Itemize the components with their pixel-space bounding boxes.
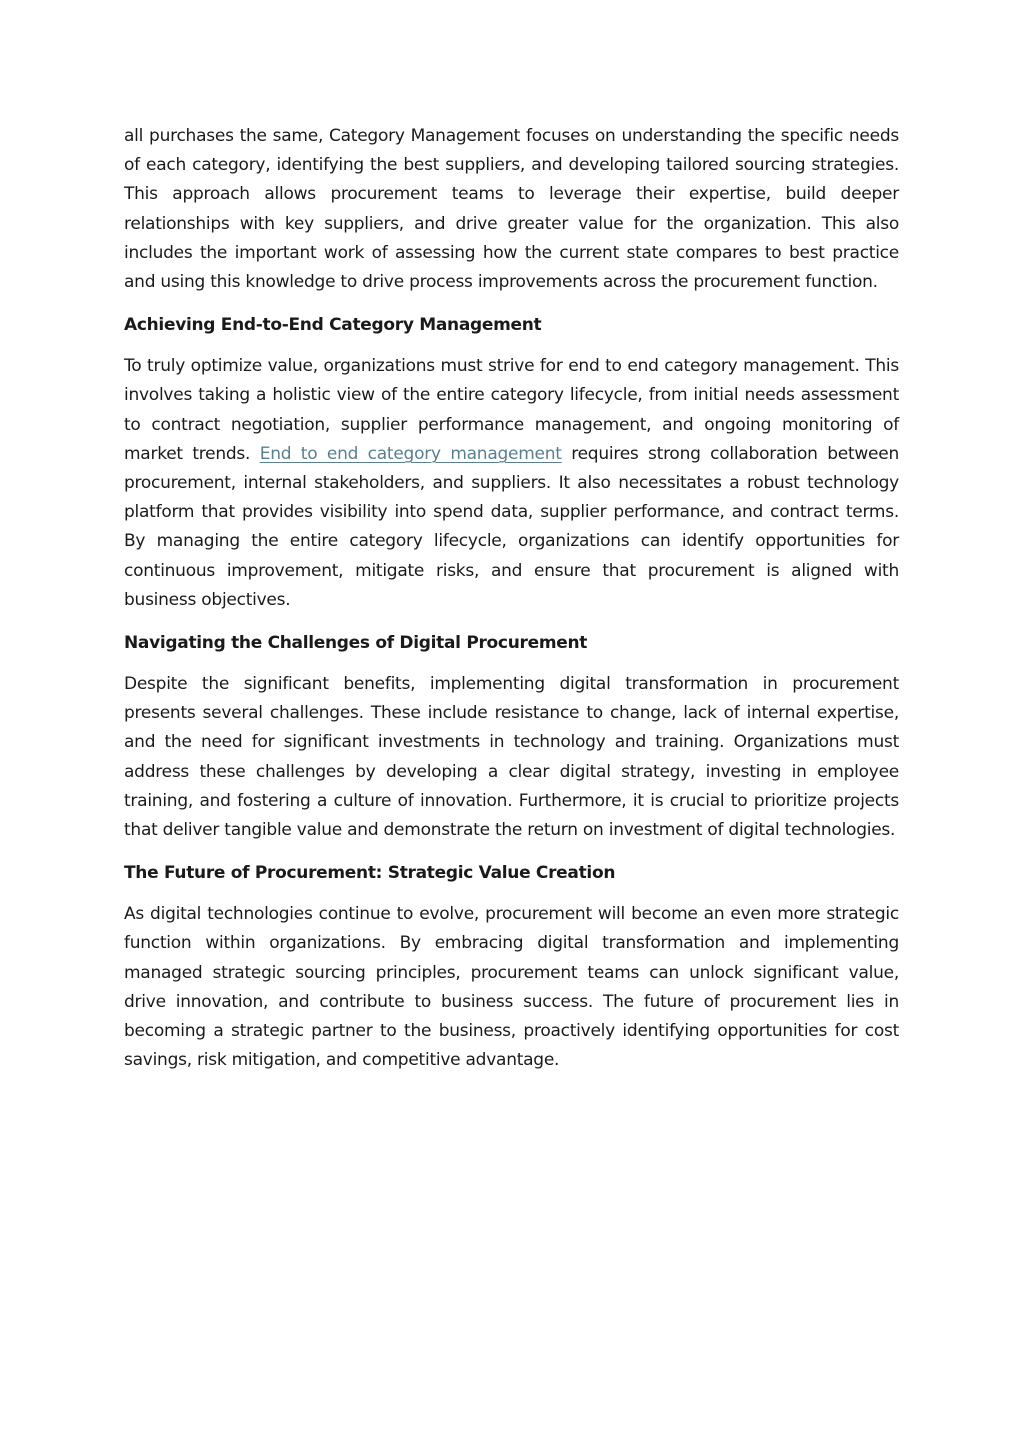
section-heading-future: The Future of Procurement: Strategic Value Creation bbox=[124, 863, 616, 884]
paragraph-text-before-link: To truly optimize value, organizations must strive for end to end category management. This involves taking a holistic view of the entire category lifecycle, from initial needs assessment to contract negotiation, supplier performance management, and ongoing monitoring of market trends. bbox=[124, 356, 899, 464]
document-page bbox=[124, 122, 899, 1088]
future-paragraph: As digital technologies continue to evolve, procurement will become an even more strategic function within organizations. By embracing digital transformation and implementing managed strategic sourcing principles, procurement teams can unlock significant value, drive innovation, and contribute to business success. The future of procurement lies in becoming a strategic partner to the business, proactively identifying opportunities for cost savings, risk mitigation, and competitive advantage. bbox=[124, 904, 899, 1071]
end-to-end-paragraph bbox=[124, 352, 899, 615]
end-to-end-category-management-link[interactable]: End to end category management bbox=[259, 443, 562, 464]
intro-paragraph: all purchases the same, Category Management focuses on understanding the specific needs of each category, identifying the best suppliers, and developing tailored sourcing strategies. This approach allows procurement teams to leverage their expertise, build deeper relationships with key suppliers, and drive greater value for the organization. This also includes the important work of assessing how the current state compares to best practice and using this knowledge to drive process improvements across the procurement function. bbox=[124, 126, 899, 293]
section-heading-end-to-end: Achieving End-to-End Category Management bbox=[124, 315, 542, 336]
paragraph-text-after-link: requires strong collaboration between procurement, internal stakeholders, and suppliers. It also necessitates a robust technology platform that provides visibility into spend data, supplier performance, and contract terms. By managing the entire category lifecycle, organizations can identify opportunities for continuous improvement, mitigate risks, and ensure that procurement is aligned with business objectives. bbox=[124, 443, 899, 610]
section-heading-challenges: Navigating the Challenges of Digital Procurement bbox=[124, 633, 588, 654]
challenges-paragraph: Despite the significant benefits, implementing digital transformation in procurement presents several challenges. These include resistance to change, lack of internal expertise, and the need for significant investments in technology and training. Organizations must address these challenges by developing a clear digital strategy, investing in employee training, and fostering a culture of innovation. Furthermore, it is crucial to prioritize projects that deliver tangible value and demonstrate the return on investment of digital technologies. bbox=[124, 674, 899, 841]
